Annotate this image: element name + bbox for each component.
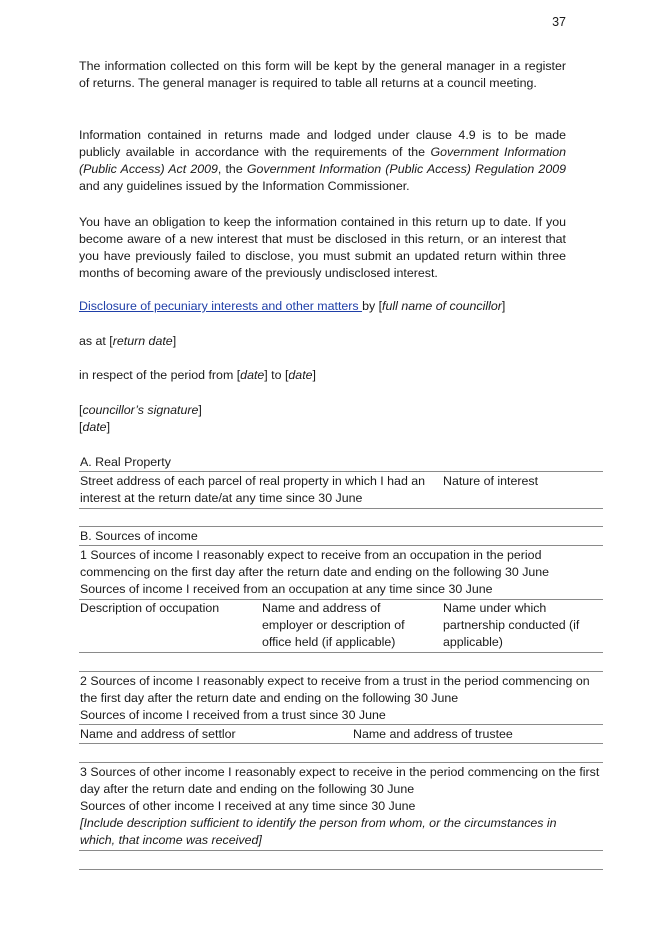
signature-line — [79, 402, 566, 419]
part1-col-occupation: Description of occupation — [80, 601, 220, 615]
section-b-part3-heading: 3 Sources of other income I reasonably expect to receive in the period commencing on the first day after the return date and ending on the following 30 June — [80, 765, 600, 796]
disclosure-link[interactable]: Disclosure of pecuniary interests and other matters — [79, 299, 363, 313]
text: Information contained in returns made and lodged under clause 4.9 is to be made publicly available in accordance with the requirements of the — [79, 128, 566, 159]
paragraph-obligation: You have an obligation to keep the information contained in this return up to date. If you become aware of a new interest that must be disclosed in this return, or an interest that you have previously failed to disclose, you must submit an updated return within three months of becoming aware of the previously undisclosed interest. — [79, 215, 566, 280]
text: ] — [172, 334, 177, 348]
section-b-part1-heading: 1 Sources of income I reasonably expect to receive from an occupation in the period commencing on the first day after the return date and ending on the following 30 June — [80, 548, 550, 579]
divider — [79, 869, 603, 870]
page-number: 37 — [552, 15, 566, 29]
divider — [79, 545, 603, 546]
text: and any guidelines issued by the Information Commissioner. — [79, 179, 410, 193]
divider — [79, 724, 603, 725]
form-title-line — [79, 298, 566, 315]
section-a-col-address: Street address of each parcel of real property in which I had an interest at the return date/at any time since 30 June — [80, 474, 426, 505]
divider — [79, 850, 603, 851]
date-placeholder: date — [240, 368, 265, 382]
section-b-part3-sub: Sources of other income I received at any time since 30 June — [80, 799, 416, 813]
signature-date-line — [79, 419, 566, 436]
section-b-part1-sub: Sources of income I received from an occupation at any time since 30 June — [80, 582, 493, 596]
text: by [ — [362, 299, 383, 313]
divider — [79, 762, 603, 763]
date-placeholder: date — [82, 420, 107, 434]
section-b-part2-sub: Sources of income I received from a trust since 30 June — [80, 708, 386, 722]
divider — [79, 743, 603, 744]
text: ] — [501, 299, 506, 313]
section-a-col-nature: Nature of interest — [443, 474, 539, 488]
part2-col-trustee: Name and address of trustee — [353, 727, 513, 741]
text: ] — [312, 368, 316, 382]
section-b-part3-note: [Include description sufficient to identify the person from whom, or the circumstances in which, that income was received] — [80, 816, 557, 847]
act-title: Government Information (Public Access) Act 2009 — [79, 145, 567, 176]
divider — [79, 508, 603, 509]
divider — [79, 526, 603, 527]
part1-col-employer: Name and address of employer or description of office held (if applicable) — [262, 601, 405, 649]
signature-placeholder: councillor’s signature — [82, 403, 199, 417]
text: ] to [ — [264, 368, 289, 382]
date-placeholder: date — [288, 368, 313, 382]
as-at-line — [79, 333, 566, 350]
councillor-name-placeholder: full name of councillor — [382, 299, 502, 313]
paragraph-public-access — [79, 127, 566, 195]
part2-col-settlor: Name and address of settlor — [80, 727, 236, 741]
divider — [79, 671, 603, 672]
divider — [79, 652, 603, 653]
text: ] — [106, 420, 111, 434]
text: ] — [198, 403, 202, 417]
section-b-part2-heading: 2 Sources of income I reasonably expect to receive from a trust in the period commencing on the first day after the return date and ending on the following 30 June — [80, 674, 590, 705]
section-b-title: B. Sources of income — [80, 529, 198, 543]
regulation-title: Government Information (Public Access) Regulation 2009 — [246, 162, 566, 176]
text: [ — [79, 420, 83, 434]
text: [ — [79, 403, 83, 417]
return-date-placeholder: return date — [112, 334, 173, 348]
text: , the — [217, 162, 247, 176]
paragraph-register: The information collected on this form will be kept by the general manager in a register of returns. The general manager is required to table all returns at a council meeting. — [79, 59, 566, 90]
text: in respect of the period from [ — [79, 368, 241, 382]
section-a-title: A. Real Property — [80, 455, 171, 469]
period-line — [79, 367, 566, 384]
part1-col-partnership: Name under which partnership conducted (if applicable) — [443, 601, 580, 649]
text: as at [ — [79, 334, 113, 348]
divider — [79, 471, 603, 472]
